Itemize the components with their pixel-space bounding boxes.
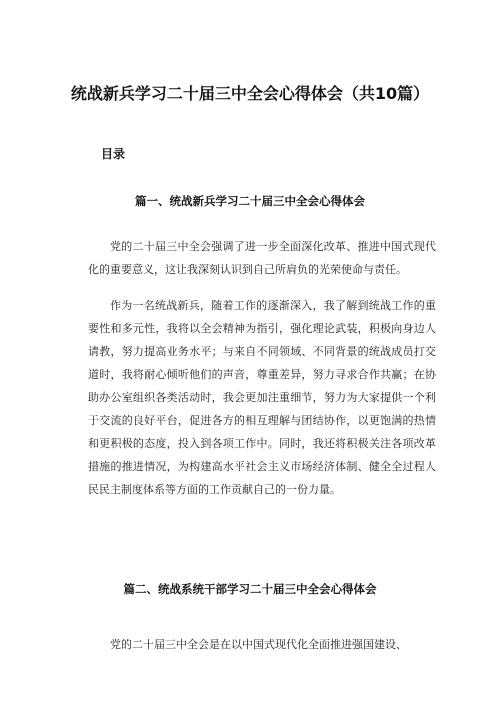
- paragraph-text: 党的二十届三中全会强调了进一步全面深化改革、推进中国式现代化的重要意义，这让我深刻认识到自己所肩负的光荣使命与责任。: [88, 240, 436, 276]
- section-heading-2: 篇二、统战系统干部学习二十届三中全会心得体会: [123, 582, 377, 596]
- section-heading-1: 篇一、统战新兵学习二十届三中全会心得体会: [135, 194, 365, 208]
- paragraph-text: 作为一名统战新兵，随着工作的逐渐深入，我了解到统战工作的重要性和多元性，我将以全会精神为指引，强化理论武装，积极向身边人请教，努力提高业务水平；与来自不同领域、不同背景的统战成员打交道时，我将耐心倾听他们的声音，尊重差异，努力寻求合作共赢；在协助办公室组织各类活动时，我会更加注重细节，努力为大家提供一个利于交流的良好平台，促进各方的相互理解与团结协作，以更饱满的热情和更积极的态度，投入到各项工作中。同时，我还将积极关注各项改革措施的推进情况，为构建高水平社会主义市场经济体制、健全全过程人民民主制度体系等方面的工作贡献自己的一份力量。: [88, 299, 436, 496]
- table-of-contents-label: 目录: [101, 147, 126, 161]
- document-title: 统战新兵学习二十届三中全会心得体会（共10篇）: [70, 84, 430, 103]
- paragraph-text: 党的二十届三中全会是在以中国式现代化全面推进强国建设、: [110, 638, 407, 651]
- section-1-paragraph-2: [88, 294, 436, 501]
- section-2-paragraph-1: [88, 633, 436, 656]
- section-1-paragraph-1: [88, 235, 436, 281]
